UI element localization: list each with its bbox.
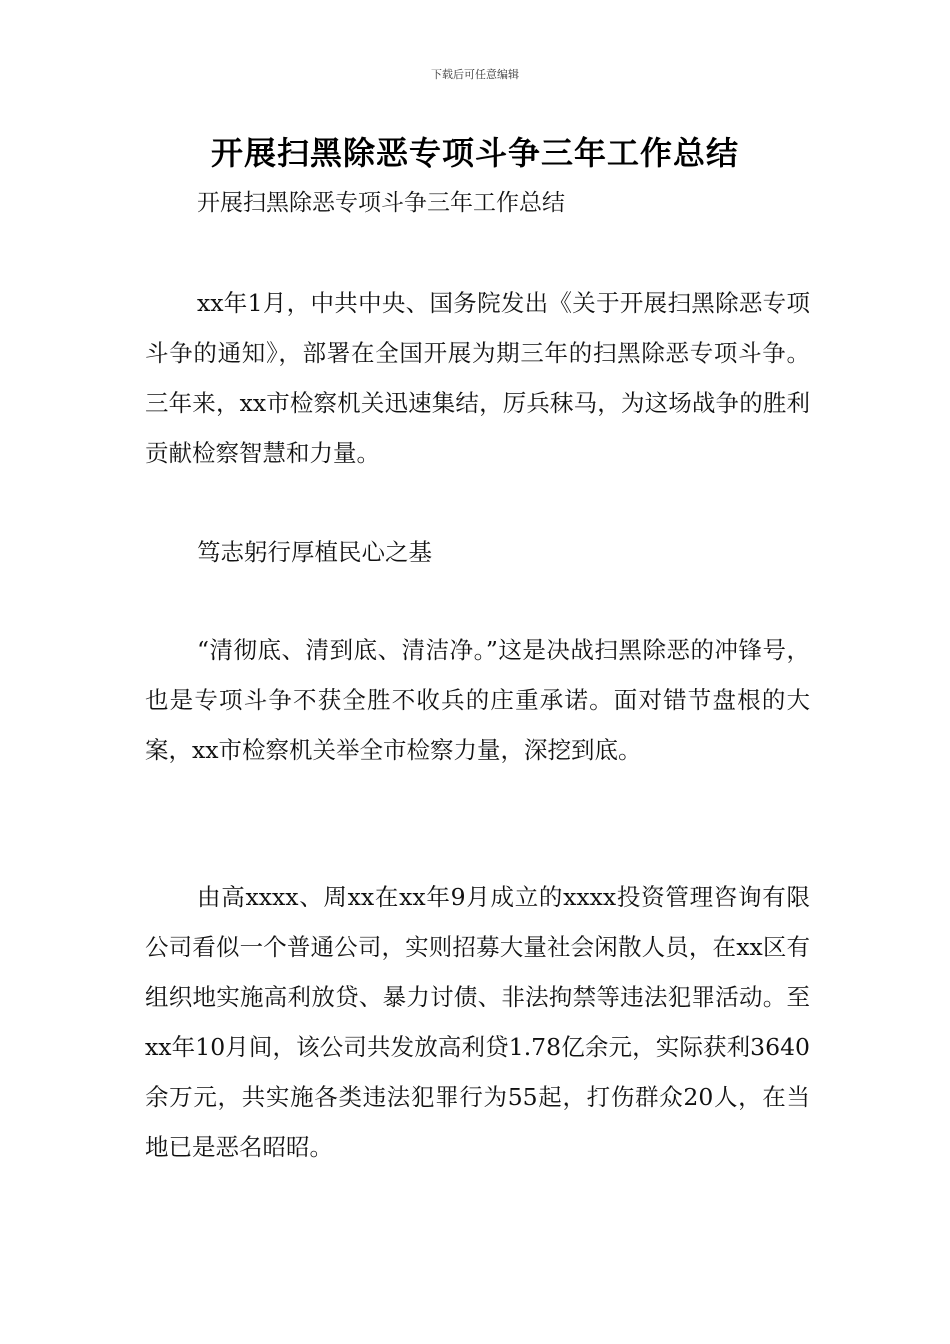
- header-note: 下载后可任意编辑: [431, 68, 519, 81]
- paragraph-case: 由高xxxx、周xx在xx年9月成立的xxxx投资管理咨询有限公司看似一个普通公司，实则招募大量社会闲散人员，在xx区有组织地实施高利放贷、暴力讨债、非法拘禁等违法犯罪活动。至xx年10月间，该公司共发放高利贷1.78亿余元，实际获利3640余万元，共实施各类违法犯罪行为55起，打伤群众20人，在当地已是恶名昭昭。: [145, 883, 810, 1161]
- document-subtitle: 开展扫黑除恶专项斗争三年工作总结: [197, 190, 565, 216]
- document-title: 开展扫黑除恶专项斗争三年工作总结: [210, 134, 739, 172]
- paragraph-slogan: “清彻底、清到底、清洁净。”这是决战扫黑除恶的冲锋号，也是专项斗争不获全胜不收兵的庄重承诺。面对错节盘根的大案，xx市检察机关举全市检察力量，深挖到底。: [145, 636, 810, 764]
- paragraph-intro: xx年1月，中共中央、国务院发出《关于开展扫黑除恶专项斗争的通知》，部署在全国开展为期三年的扫黑除恶专项斗争。三年来，xx市检察机关迅速集结，厉兵秣马，为这场战争的胜利贡献检察智慧和力量。: [145, 289, 810, 467]
- section-heading: 笃志躬行厚植民心之基: [197, 538, 432, 566]
